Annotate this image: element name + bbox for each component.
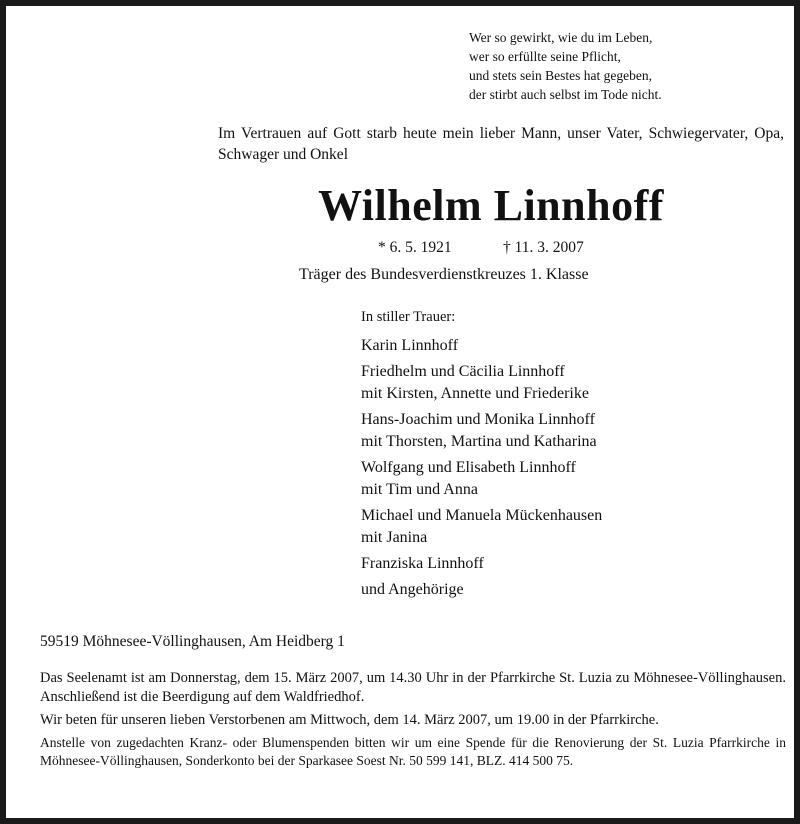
mourner-line: mit Kirsten, Annette und Friederike <box>361 385 589 402</box>
birth-date: * 6. 5. 1921 <box>378 239 452 256</box>
mourner-line: Michael und Manuela Mückenhausen <box>361 507 603 524</box>
mourner-group <box>361 457 602 501</box>
funeral-notices <box>40 669 786 774</box>
mourner-group <box>361 335 602 357</box>
mourner-line: mit Thorsten, Martina und Katharina <box>361 433 597 450</box>
mourner-group <box>361 361 602 405</box>
poem-line: wer so erfüllte seine Pflicht, <box>469 49 621 64</box>
mourner-group <box>361 409 602 453</box>
address: 59519 Möhnesee-Völlinghausen, Am Heidberg 1 <box>40 633 345 650</box>
memorial-poem <box>469 28 662 104</box>
mourner-line: Franziska Linnhoff <box>361 555 484 572</box>
mourner-line: Wolfgang und Elisabeth Linnhoff <box>361 459 576 476</box>
deceased-name: Wilhelm Linnhoff <box>318 181 664 230</box>
service-notice: Das Seelenamt ist am Donnerstag, dem 15. März 2007, um 14.30 Uhr in der Pfarrkirche St. Luzia zu Möhnesee-Völlinghausen. Anschließend ist die Beerdigung auf dem Waldfriedhof. <box>40 670 786 705</box>
mourner-group <box>361 579 602 601</box>
mourner-line: Karin Linnhoff <box>361 337 459 354</box>
mourner-line: Hans-Joachim und Monika Linnhoff <box>361 411 595 428</box>
mourner-line: Friedhelm und Cäcilia Linnhoff <box>361 363 565 380</box>
mourner-group <box>361 505 602 549</box>
intro-text: Im Vertrauen auf Gott starb heute mein lieber Mann, unser Vater, Schwiegervater, Opa, Schwager und Onkel <box>218 125 784 163</box>
award-line: Träger des Bundesverdienstkreuzes 1. Klasse <box>299 266 589 283</box>
mourner-group <box>361 553 602 575</box>
mourner-line: mit Janina <box>361 529 428 546</box>
donation-notice: Anstelle von zugedachten Kranz- oder Blumenspenden bitten wir um eine Spende für die Renovierung der St. Luzia Pfarrkirche in Möhnesee-Völlinghausen, Sonderkonto bei der Sparkasee Soest Nr. 50 599 141, BLZ. 414 500 75. <box>40 735 786 768</box>
prayer-notice: Wir beten für unseren lieben Verstorbenen am Mittwoch, dem 14. März 2007, um 19.00 in der Pfarrkirche. <box>40 712 659 728</box>
poem-line: der stirbt auch selbst im Tode nicht. <box>469 87 662 102</box>
poem-line: und stets sein Bestes hat gegeben, <box>469 68 652 83</box>
mourning-label: In stiller Trauer: <box>361 309 456 325</box>
death-date: † 11. 3. 2007 <box>503 239 584 256</box>
mourner-line: und Angehörige <box>361 581 464 598</box>
poem-line: Wer so gewirkt, wie du im Leben, <box>469 30 653 45</box>
mourners-list <box>361 335 602 605</box>
mourner-line: mit Tim und Anna <box>361 481 478 498</box>
